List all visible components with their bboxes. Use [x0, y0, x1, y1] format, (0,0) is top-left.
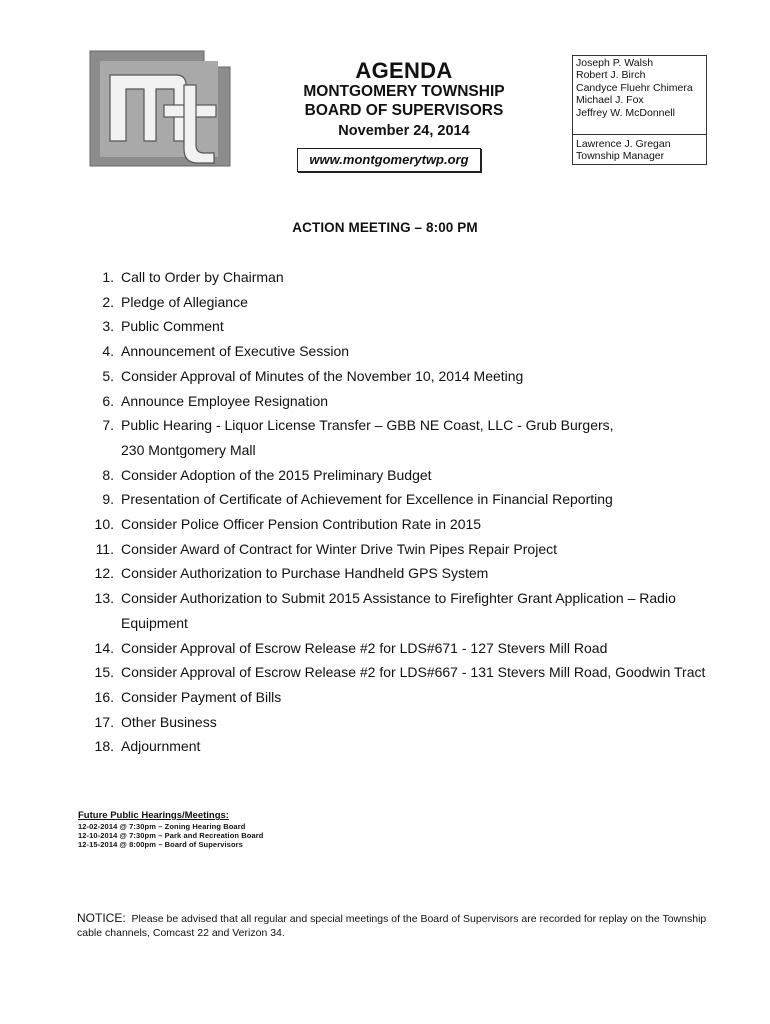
- item-number: 13.: [94, 590, 114, 607]
- item-text: Consider Approval of Minutes of the November 10, 2014 Meeting: [121, 367, 524, 384]
- supervisors-divider: [573, 134, 706, 135]
- future-meetings: [78, 810, 263, 849]
- notice-label: NOTICE:: [77, 911, 126, 925]
- item-number: 7.: [102, 417, 114, 434]
- manager-block: [576, 138, 671, 163]
- agenda-item: [80, 487, 720, 512]
- future-meeting-line: 12-15-2014 @ 8:00pm – Board of Supervisors: [78, 840, 243, 849]
- agenda-item: [80, 636, 720, 661]
- item-text: Announcement of Executive Session: [121, 343, 350, 360]
- item-number: 10.: [94, 516, 114, 533]
- item-number: 2.: [102, 293, 114, 310]
- supervisor-name: Candyce Fluehr Chimera: [576, 81, 693, 94]
- meeting-date: November 24, 2014: [338, 123, 470, 139]
- notice: [77, 911, 717, 940]
- item-number: 16.: [94, 688, 114, 705]
- item-number: 5.: [102, 367, 114, 384]
- item-number: 17.: [94, 713, 114, 730]
- agenda-item: [80, 660, 720, 685]
- item-text: Consider Payment of Bills: [121, 688, 282, 705]
- item-number: 11.: [95, 540, 114, 557]
- logo-graphic: [86, 45, 234, 172]
- item-number: 4.: [102, 343, 114, 360]
- item-number: 18.: [94, 738, 114, 755]
- agenda-item: [80, 512, 720, 537]
- supervisor-name: Jeffrey W. McDonnell: [576, 106, 676, 119]
- item-text: Consider Award of Contract for Winter Drive Twin Pipes Repair Project: [121, 540, 557, 557]
- supervisors-box: [572, 55, 707, 165]
- agenda-item: [80, 463, 720, 488]
- item-number: 3.: [102, 318, 114, 335]
- future-meeting-line: 12-02-2014 @ 7:30pm – Zoning Hearing Board: [78, 822, 246, 831]
- agenda-item: [80, 586, 720, 635]
- item-number: 9.: [102, 491, 114, 508]
- item-number: 15.: [94, 664, 114, 681]
- item-number: 12.: [94, 565, 114, 582]
- item-text: Consider Approval of Escrow Release #2 for LDS#671 - 127 Stevers Mill Road: [121, 639, 608, 656]
- item-text: Consider Authorization to Submit 2015 Assistance to Firefighter Grant Application – Radio: [121, 590, 676, 607]
- item-text-continued: 230 Montgomery Mall: [121, 441, 256, 458]
- website-link[interactable]: www.montgomerytwp.org: [297, 148, 481, 172]
- item-text: Announce Employee Resignation: [121, 392, 329, 409]
- agenda-item: [80, 364, 720, 389]
- item-number: 6.: [102, 392, 114, 409]
- item-text: Adjournment: [121, 738, 201, 755]
- agenda-item: [80, 389, 720, 414]
- manager-name: Lawrence J. Gregan: [576, 138, 671, 150]
- agenda-item: [80, 537, 720, 562]
- agenda-item: [80, 734, 720, 759]
- item-number: 8.: [102, 466, 114, 483]
- agenda-item: [80, 413, 720, 462]
- manager-title: Township Manager: [576, 150, 665, 163]
- item-text: Presentation of Certificate of Achievement for Excellence in Financial Reporting: [121, 491, 613, 508]
- board-name: BOARD OF SUPERVISORS: [304, 102, 504, 119]
- agenda-item: [80, 685, 720, 710]
- page-title: AGENDA: [355, 58, 453, 83]
- item-text: Consider Authorization to Purchase Handheld GPS System: [121, 565, 489, 582]
- item-number: 1.: [102, 269, 114, 285]
- item-text: Call to Order by Chairman: [121, 269, 284, 285]
- agenda-item: [80, 561, 720, 586]
- agenda-item: [80, 290, 720, 315]
- supervisor-name: Michael J. Fox: [576, 94, 644, 107]
- item-text: Public Comment: [121, 318, 224, 335]
- agenda-list: [80, 265, 720, 759]
- future-meeting-line: 12-10-2014 @ 7:30pm – Park and Recreation Board: [78, 831, 264, 840]
- township-logo: [86, 45, 234, 172]
- agenda-item: [80, 710, 720, 735]
- organization-name: MONTGOMERY TOWNSHIP: [303, 83, 505, 100]
- item-text: Pledge of Allegiance: [121, 293, 248, 310]
- item-number: 14.: [94, 639, 114, 656]
- item-text: Other Business: [121, 713, 217, 730]
- action-meeting-heading: ACTION MEETING – 8:00 PM: [292, 220, 478, 235]
- item-text-continued: Equipment: [121, 614, 188, 631]
- item-text: Consider Adoption of the 2015 Preliminary Budget: [121, 466, 432, 483]
- agenda-item: [80, 339, 720, 364]
- item-text: Public Hearing - Liquor License Transfer – GBB NE Coast, LLC - Grub Burgers,: [121, 417, 614, 434]
- agenda-item: [80, 314, 720, 339]
- future-meetings-heading: Future Public Hearings/Meetings:: [78, 810, 229, 821]
- item-text: Consider Police Officer Pension Contribution Rate in 2015: [121, 516, 482, 533]
- agenda-item: [80, 265, 720, 290]
- item-text: Consider Approval of Escrow Release #2 for LDS#667 - 131 Stevers Mill Road, Goodwin Tract: [121, 664, 706, 681]
- supervisor-name: Joseph P. Walsh: [576, 57, 654, 69]
- notice-text: Please be advised that all regular and special meetings of the Board of Supervisors are recorded for replay on the Township cable channels, Comcast 22 and Verizon 34.: [77, 913, 707, 939]
- supervisor-name: Robert J. Birch: [576, 69, 646, 82]
